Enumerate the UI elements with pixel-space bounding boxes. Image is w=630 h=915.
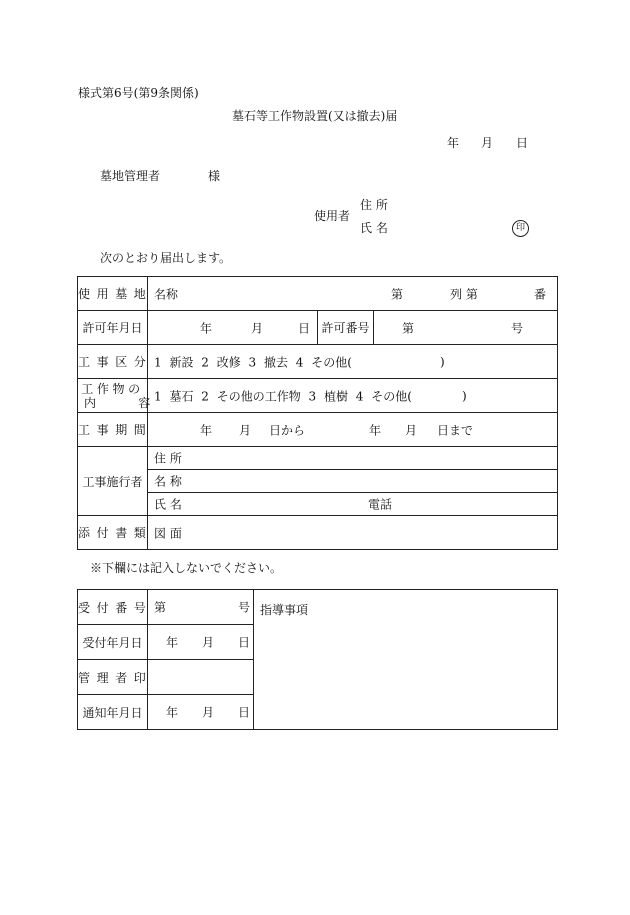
period-from-month: 月 — [239, 423, 252, 437]
receipt-no-suffix: 号 — [238, 600, 251, 615]
period-to-month: 月 — [405, 423, 418, 437]
attach-value: 図 面 — [154, 526, 182, 540]
user-name-label: 氏 名 — [360, 221, 388, 235]
receipt-no-label: 受付番号 — [78, 590, 148, 625]
contractor-person-label: 氏 名 — [154, 497, 182, 512]
manager-seal-label: 管理者印 — [78, 660, 148, 695]
period-from-day: 日から — [269, 423, 306, 437]
contractor-name-label: 名 称 — [154, 474, 182, 489]
notify-day: 日 — [238, 705, 251, 720]
date-year: 年 — [447, 136, 460, 150]
period-label: 工事期間 — [78, 413, 148, 447]
permit-no-suffix: 号 — [511, 321, 524, 335]
contractor-name-cell[interactable] — [148, 470, 558, 493]
addressee-honorific: 様 — [208, 169, 221, 183]
item-cell[interactable] — [148, 379, 558, 413]
notify-month: 月 — [202, 705, 215, 720]
grave-row-label: 列 第 — [450, 287, 478, 301]
application-table — [77, 276, 558, 550]
period-to-year: 年 — [369, 423, 382, 437]
item-label: 工作物の 内 容 — [78, 379, 148, 413]
receipt-date-label: 受付年月日 — [78, 625, 148, 660]
contractor-label: 工事施行者 — [78, 447, 148, 516]
contractor-address-label: 住 所 — [154, 451, 182, 466]
office-use-note: ※下欄には記入しないでください。 — [90, 561, 283, 575]
period-cell[interactable] — [148, 413, 558, 447]
form-number: 様式第6号(第9条関係) — [78, 86, 199, 100]
item-options: 1 墓石 2 その他の工作物 3 植樹 4 その他( — [154, 389, 412, 403]
receipt-year: 年 — [166, 635, 179, 650]
user-label: 使用者 — [314, 209, 351, 223]
contractor-person-cell[interactable] — [148, 493, 558, 516]
permit-no-prefix: 第 — [402, 321, 415, 335]
contractor-address-cell[interactable] — [148, 447, 558, 470]
grave-section-label: 第 — [391, 287, 404, 301]
permit-date-label: 許可年月日 — [78, 311, 148, 345]
guidance-cell[interactable] — [254, 590, 558, 730]
attach-cell — [148, 516, 558, 550]
form-title: 墓石等工作物設置(又は撤去)届 — [232, 109, 398, 123]
seal-mark: 印 — [512, 220, 529, 237]
receipt-no-cell[interactable] — [148, 590, 254, 625]
receipt-date-cell[interactable] — [148, 625, 254, 660]
guidance-label: 指導事項 — [260, 603, 309, 617]
date-day: 日 — [516, 136, 529, 150]
intro-text: 次のとおり届出します。 — [100, 251, 232, 265]
grave-number-label: 番 — [534, 287, 547, 301]
work-type-options: 1 新設 2 改修 3 撤去 4 その他( — [154, 355, 352, 369]
permit-day: 日 — [298, 321, 311, 335]
work-type-close: ) — [440, 354, 445, 369]
user-address-label: 住 所 — [360, 198, 388, 212]
receipt-no-prefix: 第 — [154, 600, 167, 615]
permit-year: 年 — [200, 321, 213, 335]
attach-label: 添付書類 — [78, 516, 148, 550]
receipt-month: 月 — [202, 635, 215, 650]
notify-date-cell[interactable] — [148, 695, 254, 730]
period-to-day: 日まで — [437, 423, 474, 437]
grave-cell[interactable] — [148, 277, 558, 311]
work-type-cell[interactable] — [148, 345, 558, 379]
contractor-phone-label: 電話 — [368, 497, 393, 512]
permit-no-cell[interactable] — [374, 311, 558, 345]
permit-month: 月 — [251, 321, 264, 335]
date-month: 月 — [481, 136, 494, 150]
permit-date-cell[interactable] — [148, 311, 318, 345]
receipt-day: 日 — [238, 635, 251, 650]
notify-date-label: 通知年月日 — [78, 695, 148, 730]
period-from-year: 年 — [200, 423, 213, 437]
permit-no-label: 許可番号 — [318, 311, 374, 345]
work-type-label: 工事区分 — [78, 345, 148, 379]
item-close: ) — [462, 388, 467, 403]
notify-year: 年 — [166, 705, 179, 720]
manager-seal-cell[interactable] — [148, 660, 254, 695]
addressee-name: 墓地管理者 — [100, 169, 161, 183]
grave-name-label: 名称 — [154, 287, 179, 301]
office-use-table — [77, 589, 558, 730]
grave-label: 使用墓地 — [78, 277, 148, 311]
